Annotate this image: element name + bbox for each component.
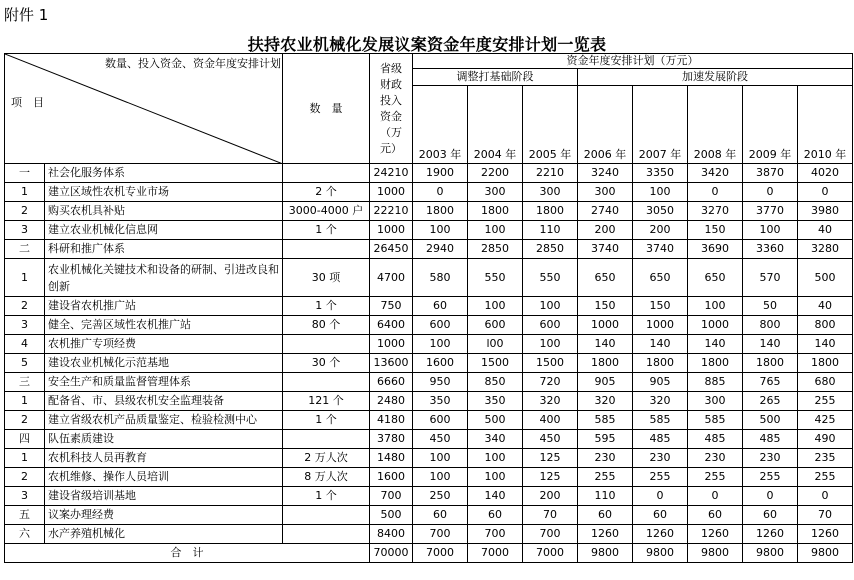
row-number: 四 bbox=[5, 430, 45, 449]
row-year-value: 255 bbox=[688, 468, 743, 487]
row-year-value: 100 bbox=[468, 468, 523, 487]
row-year-value: 580 bbox=[413, 259, 468, 297]
total-year-value: 7000 bbox=[413, 544, 468, 563]
row-year-value: 425 bbox=[798, 411, 853, 430]
row-number: 2 bbox=[5, 297, 45, 316]
row-year-value: 585 bbox=[633, 411, 688, 430]
row-year-value: 1900 bbox=[413, 164, 468, 183]
row-year-value: 595 bbox=[578, 430, 633, 449]
row-year-value: 850 bbox=[468, 373, 523, 392]
row-year-value: 1800 bbox=[468, 202, 523, 221]
row-year-value: 2850 bbox=[523, 240, 578, 259]
row-year-value: 255 bbox=[743, 468, 798, 487]
row-item-name: 建立区域性农机专业市场 bbox=[45, 183, 283, 202]
row-quantity: 3000-4000 户 bbox=[283, 202, 370, 221]
prov-fund-header bbox=[370, 54, 413, 164]
table-row bbox=[5, 221, 853, 240]
row-year-value: 350 bbox=[413, 392, 468, 411]
table-row bbox=[5, 487, 853, 506]
row-year-value: 600 bbox=[413, 411, 468, 430]
row-year-value: 100 bbox=[523, 297, 578, 316]
row-year-value: 0 bbox=[633, 487, 688, 506]
table-row bbox=[5, 354, 853, 373]
row-year-value: 300 bbox=[523, 183, 578, 202]
row-year-value: 2850 bbox=[468, 240, 523, 259]
row-prov-fund: 22210 bbox=[370, 202, 413, 221]
row-item-name: 农业机械化关键技术和设备的研制、引进改良和创新 bbox=[45, 259, 283, 297]
row-year-value: 110 bbox=[523, 221, 578, 240]
row-year-value: 150 bbox=[633, 297, 688, 316]
row-year-value: 100 bbox=[413, 221, 468, 240]
row-prov-fund: 3780 bbox=[370, 430, 413, 449]
row-year-value: 1000 bbox=[578, 316, 633, 335]
year-header: 2004 年 bbox=[468, 86, 523, 164]
row-number: 2 bbox=[5, 202, 45, 221]
row-year-value: 1800 bbox=[798, 354, 853, 373]
fund-plan-table bbox=[4, 53, 853, 563]
row-year-value: 2940 bbox=[413, 240, 468, 259]
row-number: 1 bbox=[5, 183, 45, 202]
row-year-value: 100 bbox=[468, 449, 523, 468]
row-prov-fund: 1000 bbox=[370, 183, 413, 202]
row-quantity: 2 个 bbox=[283, 183, 370, 202]
row-year-value: 230 bbox=[743, 449, 798, 468]
row-year-value: 1500 bbox=[523, 354, 578, 373]
row-year-value: 650 bbox=[578, 259, 633, 297]
row-year-value: 950 bbox=[413, 373, 468, 392]
row-prov-fund: 26450 bbox=[370, 240, 413, 259]
row-year-value: 3270 bbox=[688, 202, 743, 221]
row-year-value: 0 bbox=[798, 183, 853, 202]
year-header: 2007 年 bbox=[633, 86, 688, 164]
row-year-value: 140 bbox=[633, 335, 688, 354]
row-year-value: 100 bbox=[743, 221, 798, 240]
row-year-value: 485 bbox=[633, 430, 688, 449]
total-year-value: 9800 bbox=[688, 544, 743, 563]
attachment-label: 附件 1 bbox=[4, 6, 49, 24]
row-year-value: l00 bbox=[468, 335, 523, 354]
prov-fund-header-line: 元） bbox=[380, 141, 402, 155]
table-row bbox=[5, 411, 853, 430]
row-year-value: 450 bbox=[523, 430, 578, 449]
row-year-value: 140 bbox=[468, 487, 523, 506]
row-quantity bbox=[283, 525, 370, 544]
row-quantity: 8 万人次 bbox=[283, 468, 370, 487]
row-year-value: 700 bbox=[413, 525, 468, 544]
fund-plan-header: 资金年度安排计划（万元） bbox=[413, 54, 853, 69]
total-amount: 70000 bbox=[370, 544, 413, 563]
row-year-value: 1000 bbox=[688, 316, 743, 335]
row-number: 三 bbox=[5, 373, 45, 392]
row-item-name: 队伍素质建设 bbox=[45, 430, 283, 449]
row-year-value: 550 bbox=[523, 259, 578, 297]
table-row bbox=[5, 335, 853, 354]
row-prov-fund: 4180 bbox=[370, 411, 413, 430]
row-quantity: 121 个 bbox=[283, 392, 370, 411]
row-year-value: 500 bbox=[798, 259, 853, 297]
row-year-value: 905 bbox=[633, 373, 688, 392]
row-year-value: 140 bbox=[688, 335, 743, 354]
year-header: 2008 年 bbox=[688, 86, 743, 164]
row-number: 4 bbox=[5, 335, 45, 354]
row-item-name: 农机维修、操作人员培训 bbox=[45, 468, 283, 487]
row-item-name: 农机推广专项经费 bbox=[45, 335, 283, 354]
row-year-value: 700 bbox=[523, 525, 578, 544]
total-year-value: 7000 bbox=[523, 544, 578, 563]
row-year-value: 230 bbox=[688, 449, 743, 468]
row-number: 1 bbox=[5, 392, 45, 411]
table-row bbox=[5, 525, 853, 544]
table-row bbox=[5, 202, 853, 221]
row-year-value: 1800 bbox=[523, 202, 578, 221]
row-year-value: 570 bbox=[743, 259, 798, 297]
row-year-value: 650 bbox=[633, 259, 688, 297]
row-prov-fund: 6660 bbox=[370, 373, 413, 392]
row-number: 3 bbox=[5, 316, 45, 335]
row-year-value: 40 bbox=[798, 221, 853, 240]
row-item-name: 议案办理经费 bbox=[45, 506, 283, 525]
table-row bbox=[5, 449, 853, 468]
row-year-value: 0 bbox=[798, 487, 853, 506]
row-year-value: 255 bbox=[798, 468, 853, 487]
table-row bbox=[5, 316, 853, 335]
prov-fund-header-line: 投入 bbox=[380, 93, 402, 107]
row-prov-fund: 2480 bbox=[370, 392, 413, 411]
row-year-value: 1800 bbox=[743, 354, 798, 373]
row-year-value: 300 bbox=[578, 183, 633, 202]
row-year-value: 0 bbox=[688, 487, 743, 506]
year-header: 2006 年 bbox=[578, 86, 633, 164]
row-year-value: 60 bbox=[743, 506, 798, 525]
row-year-value: 3280 bbox=[798, 240, 853, 259]
row-quantity: 1 个 bbox=[283, 221, 370, 240]
row-prov-fund: 700 bbox=[370, 487, 413, 506]
row-year-value: 3690 bbox=[688, 240, 743, 259]
row-year-value: 150 bbox=[688, 221, 743, 240]
row-year-value: 250 bbox=[413, 487, 468, 506]
row-item-name: 建设省农机推广站 bbox=[45, 297, 283, 316]
prov-fund-header-line: 财政 bbox=[380, 77, 402, 91]
row-prov-fund: 1480 bbox=[370, 449, 413, 468]
row-year-value: 585 bbox=[578, 411, 633, 430]
row-year-value: 230 bbox=[633, 449, 688, 468]
row-year-value: 0 bbox=[688, 183, 743, 202]
row-year-value: 255 bbox=[578, 468, 633, 487]
row-number: 五 bbox=[5, 506, 45, 525]
row-year-value: 3740 bbox=[578, 240, 633, 259]
row-year-value: 680 bbox=[798, 373, 853, 392]
row-year-value: 140 bbox=[578, 335, 633, 354]
row-year-value: 70 bbox=[798, 506, 853, 525]
row-year-value: 100 bbox=[633, 183, 688, 202]
table-row bbox=[5, 183, 853, 202]
table-row bbox=[5, 297, 853, 316]
row-year-value: 485 bbox=[688, 430, 743, 449]
row-year-value: 1600 bbox=[413, 354, 468, 373]
row-quantity: 1 个 bbox=[283, 411, 370, 430]
row-number: 六 bbox=[5, 525, 45, 544]
row-quantity bbox=[283, 164, 370, 183]
row-item-name: 建立农业机械化信息网 bbox=[45, 221, 283, 240]
diagonal-header bbox=[5, 54, 283, 164]
row-number: 2 bbox=[5, 468, 45, 487]
row-item-name: 科研和推广体系 bbox=[45, 240, 283, 259]
prov-fund-header-line: （万 bbox=[380, 125, 402, 139]
row-year-value: 400 bbox=[523, 411, 578, 430]
row-prov-fund: 6400 bbox=[370, 316, 413, 335]
row-year-value: 3740 bbox=[633, 240, 688, 259]
row-year-value: 450 bbox=[413, 430, 468, 449]
row-year-value: 600 bbox=[413, 316, 468, 335]
row-year-value: 885 bbox=[688, 373, 743, 392]
row-quantity: 30 项 bbox=[283, 259, 370, 297]
row-quantity bbox=[283, 240, 370, 259]
row-quantity bbox=[283, 506, 370, 525]
row-year-value: 200 bbox=[633, 221, 688, 240]
row-number: 1 bbox=[5, 259, 45, 297]
row-year-value: 2200 bbox=[468, 164, 523, 183]
year-header: 2005 年 bbox=[523, 86, 578, 164]
row-year-value: 100 bbox=[468, 221, 523, 240]
row-year-value: 230 bbox=[578, 449, 633, 468]
row-item-name: 购买农机具补贴 bbox=[45, 202, 283, 221]
row-year-value: 1800 bbox=[688, 354, 743, 373]
row-year-value: 720 bbox=[523, 373, 578, 392]
row-year-value: 300 bbox=[688, 392, 743, 411]
row-year-value: 2210 bbox=[523, 164, 578, 183]
row-year-value: 350 bbox=[468, 392, 523, 411]
row-year-value: 700 bbox=[468, 525, 523, 544]
row-year-value: 100 bbox=[688, 297, 743, 316]
year-header: 2009 年 bbox=[743, 86, 798, 164]
row-year-value: 1000 bbox=[633, 316, 688, 335]
quantity-header: 数 量 bbox=[283, 54, 370, 164]
row-year-value: 600 bbox=[468, 316, 523, 335]
row-year-value: 70 bbox=[523, 506, 578, 525]
row-year-value: 60 bbox=[413, 506, 468, 525]
row-year-value: 60 bbox=[413, 297, 468, 316]
year-header: 2010 年 bbox=[798, 86, 853, 164]
table-row bbox=[5, 259, 853, 297]
row-year-value: 4020 bbox=[798, 164, 853, 183]
row-item-name: 健全、完善区域性农机推广站 bbox=[45, 316, 283, 335]
page-title: 扶持农业机械化发展议案资金年度安排计划一览表 bbox=[247, 35, 607, 54]
row-year-value: 1260 bbox=[798, 525, 853, 544]
row-year-value: 0 bbox=[743, 487, 798, 506]
phase2-header: 加速发展阶段 bbox=[578, 69, 853, 86]
row-year-value: 1260 bbox=[688, 525, 743, 544]
row-prov-fund: 1000 bbox=[370, 221, 413, 240]
row-year-value: 125 bbox=[523, 468, 578, 487]
table-row bbox=[5, 430, 853, 449]
row-year-value: 100 bbox=[468, 297, 523, 316]
row-item-name: 建立省级农机产品质量鉴定、检验检测中心 bbox=[45, 411, 283, 430]
row-number: 一 bbox=[5, 164, 45, 183]
row-prov-fund: 24210 bbox=[370, 164, 413, 183]
row-year-value: 1500 bbox=[468, 354, 523, 373]
row-item-name: 建设省级培训基地 bbox=[45, 487, 283, 506]
table-row bbox=[5, 468, 853, 487]
row-year-value: 320 bbox=[523, 392, 578, 411]
row-year-value: 50 bbox=[743, 297, 798, 316]
row-year-value: 150 bbox=[578, 297, 633, 316]
row-year-value: 3050 bbox=[633, 202, 688, 221]
row-quantity: 1 个 bbox=[283, 487, 370, 506]
row-year-value: 3980 bbox=[798, 202, 853, 221]
row-year-value: 650 bbox=[688, 259, 743, 297]
row-year-value: 905 bbox=[578, 373, 633, 392]
phase1-header: 调整打基础阶段 bbox=[413, 69, 578, 86]
row-year-value: 100 bbox=[413, 449, 468, 468]
row-year-value: 3870 bbox=[743, 164, 798, 183]
row-item-name: 配备省、市、县级农机安全监理装备 bbox=[45, 392, 283, 411]
row-year-value: 255 bbox=[798, 392, 853, 411]
row-year-value: 0 bbox=[743, 183, 798, 202]
row-number: 2 bbox=[5, 411, 45, 430]
row-year-value: 765 bbox=[743, 373, 798, 392]
row-year-value: 60 bbox=[633, 506, 688, 525]
row-year-value: 60 bbox=[688, 506, 743, 525]
prov-fund-header-line: 资金 bbox=[380, 109, 402, 123]
table-row bbox=[5, 240, 853, 259]
row-year-value: 3240 bbox=[578, 164, 633, 183]
table-row bbox=[5, 392, 853, 411]
row-year-value: 3420 bbox=[688, 164, 743, 183]
row-year-value: 0 bbox=[413, 183, 468, 202]
total-label: 合 计 bbox=[5, 544, 370, 563]
total-year-value: 9800 bbox=[743, 544, 798, 563]
row-year-value: 490 bbox=[798, 430, 853, 449]
prov-fund-header-line: 省级 bbox=[380, 61, 402, 75]
row-year-value: 2740 bbox=[578, 202, 633, 221]
row-number: 二 bbox=[5, 240, 45, 259]
row-number: 3 bbox=[5, 487, 45, 506]
row-year-value: 140 bbox=[798, 335, 853, 354]
row-year-value: 265 bbox=[743, 392, 798, 411]
total-year-value: 9800 bbox=[633, 544, 688, 563]
row-prov-fund: 1000 bbox=[370, 335, 413, 354]
total-year-value: 9800 bbox=[798, 544, 853, 563]
row-number: 5 bbox=[5, 354, 45, 373]
row-quantity: 30 个 bbox=[283, 354, 370, 373]
row-prov-fund: 13600 bbox=[370, 354, 413, 373]
row-year-value: 800 bbox=[798, 316, 853, 335]
row-year-value: 110 bbox=[578, 487, 633, 506]
table-row bbox=[5, 506, 853, 525]
row-year-value: 3360 bbox=[743, 240, 798, 259]
total-row bbox=[5, 544, 853, 563]
row-year-value: 140 bbox=[743, 335, 798, 354]
diagonal-header-bottom: 项 目 bbox=[11, 96, 44, 109]
row-year-value: 500 bbox=[468, 411, 523, 430]
row-year-value: 60 bbox=[578, 506, 633, 525]
row-year-value: 500 bbox=[743, 411, 798, 430]
row-prov-fund: 500 bbox=[370, 506, 413, 525]
row-year-value: 200 bbox=[578, 221, 633, 240]
total-year-value: 9800 bbox=[578, 544, 633, 563]
row-quantity bbox=[283, 373, 370, 392]
row-item-name: 水产养殖机械化 bbox=[45, 525, 283, 544]
row-year-value: 3770 bbox=[743, 202, 798, 221]
row-prov-fund: 750 bbox=[370, 297, 413, 316]
row-quantity bbox=[283, 430, 370, 449]
row-quantity: 80 个 bbox=[283, 316, 370, 335]
row-year-value: 100 bbox=[413, 468, 468, 487]
row-year-value: 1260 bbox=[743, 525, 798, 544]
row-item-name: 安全生产和质量监督管理体系 bbox=[45, 373, 283, 392]
row-year-value: 40 bbox=[798, 297, 853, 316]
row-year-value: 1800 bbox=[633, 354, 688, 373]
row-year-value: 60 bbox=[468, 506, 523, 525]
row-year-value: 800 bbox=[743, 316, 798, 335]
total-year-value: 7000 bbox=[468, 544, 523, 563]
row-year-value: 585 bbox=[688, 411, 743, 430]
table-row bbox=[5, 373, 853, 392]
row-year-value: 600 bbox=[523, 316, 578, 335]
row-year-value: 320 bbox=[633, 392, 688, 411]
row-year-value: 255 bbox=[633, 468, 688, 487]
row-quantity bbox=[283, 335, 370, 354]
table-row bbox=[5, 164, 853, 183]
row-number: 1 bbox=[5, 449, 45, 468]
row-year-value: 125 bbox=[523, 449, 578, 468]
row-year-value: 1800 bbox=[578, 354, 633, 373]
row-prov-fund: 8400 bbox=[370, 525, 413, 544]
row-year-value: 1260 bbox=[633, 525, 688, 544]
row-prov-fund: 1600 bbox=[370, 468, 413, 487]
row-item-name: 建设农业机械化示范基地 bbox=[45, 354, 283, 373]
row-year-value: 235 bbox=[798, 449, 853, 468]
row-item-name: 社会化服务体系 bbox=[45, 164, 283, 183]
row-number: 3 bbox=[5, 221, 45, 240]
row-year-value: 320 bbox=[578, 392, 633, 411]
row-year-value: 485 bbox=[743, 430, 798, 449]
row-year-value: 3350 bbox=[633, 164, 688, 183]
row-year-value: 100 bbox=[413, 335, 468, 354]
row-year-value: 300 bbox=[468, 183, 523, 202]
row-item-name: 农机科技人员再教育 bbox=[45, 449, 283, 468]
diagonal-header-top: 数量、投入资金、资金年度安排计划 bbox=[105, 57, 281, 70]
row-quantity: 1 个 bbox=[283, 297, 370, 316]
row-year-value: 1800 bbox=[413, 202, 468, 221]
row-year-value: 100 bbox=[523, 335, 578, 354]
row-quantity: 2 万人次 bbox=[283, 449, 370, 468]
row-year-value: 340 bbox=[468, 430, 523, 449]
year-header: 2003 年 bbox=[413, 86, 468, 164]
row-year-value: 550 bbox=[468, 259, 523, 297]
row-prov-fund: 4700 bbox=[370, 259, 413, 297]
row-year-value: 1260 bbox=[578, 525, 633, 544]
row-year-value: 200 bbox=[523, 487, 578, 506]
